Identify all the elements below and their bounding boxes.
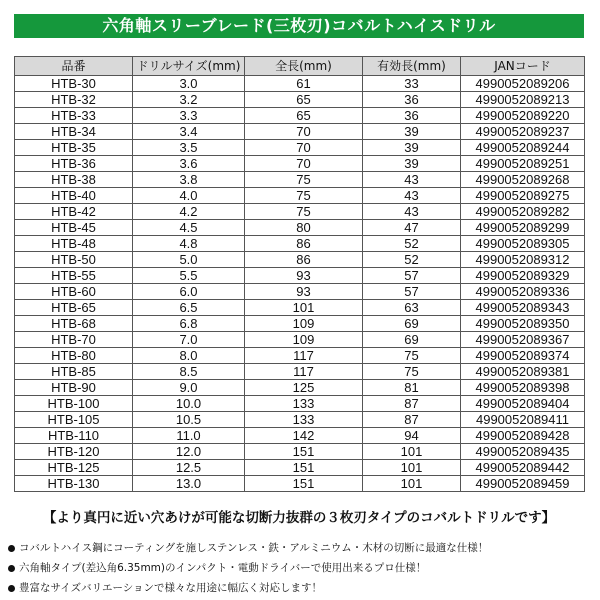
product-headline: 【より真円に近い穴あけが可能な切断力抜群の３枚刃タイプのコバルトドリルです】 xyxy=(42,510,556,526)
table-row xyxy=(15,188,585,204)
cell-effective-length: 57 xyxy=(363,284,461,300)
cell-jan-code: 4990052089275 xyxy=(461,188,585,204)
cell-jan-code: 4990052089268 xyxy=(461,172,585,188)
cell-effective-length: 52 xyxy=(363,236,461,252)
cell-part-number: HTB-80 xyxy=(15,348,133,364)
cell-jan-code: 4990052089367 xyxy=(461,332,585,348)
table-row xyxy=(15,348,585,364)
table-row xyxy=(15,476,585,492)
table-row xyxy=(15,124,585,140)
cell-part-number: HTB-38 xyxy=(15,172,133,188)
cell-jan-code: 4990052089398 xyxy=(461,380,585,396)
cell-total-length: 86 xyxy=(245,252,363,268)
cell-drill-size: 12.5 xyxy=(133,460,245,476)
cell-drill-size: 3.6 xyxy=(133,156,245,172)
cell-effective-length: 36 xyxy=(363,108,461,124)
cell-jan-code: 4990052089435 xyxy=(461,444,585,460)
cell-total-length: 75 xyxy=(245,204,363,220)
cell-part-number: HTB-85 xyxy=(15,364,133,380)
cell-jan-code: 4990052089244 xyxy=(461,140,585,156)
cell-total-length: 75 xyxy=(245,172,363,188)
column-header-part-number: 品番 xyxy=(15,57,133,76)
table-row xyxy=(15,412,585,428)
cell-effective-length: 87 xyxy=(363,412,461,428)
cell-drill-size: 3.0 xyxy=(133,76,245,92)
cell-drill-size: 6.0 xyxy=(133,284,245,300)
cell-part-number: HTB-42 xyxy=(15,204,133,220)
cell-effective-length: 36 xyxy=(363,92,461,108)
cell-part-number: HTB-120 xyxy=(15,444,133,460)
cell-drill-size: 6.8 xyxy=(133,316,245,332)
bullet-icon xyxy=(8,565,15,572)
cell-jan-code: 4990052089299 xyxy=(461,220,585,236)
cell-drill-size: 3.5 xyxy=(133,140,245,156)
cell-drill-size: 8.0 xyxy=(133,348,245,364)
cell-part-number: HTB-50 xyxy=(15,252,133,268)
cell-jan-code: 4990052089305 xyxy=(461,236,585,252)
spec-table xyxy=(14,56,585,492)
cell-drill-size: 10.5 xyxy=(133,412,245,428)
cell-part-number: HTB-32 xyxy=(15,92,133,108)
column-header-effective-length: 有効長(mm) xyxy=(363,57,461,76)
cell-jan-code: 4990052089381 xyxy=(461,364,585,380)
feature-text: 豊富なサイズバリエーションで様々な用途に幅広く対応します！ xyxy=(19,582,323,594)
table-row xyxy=(15,460,585,476)
cell-jan-code: 4990052089220 xyxy=(461,108,585,124)
cell-total-length: 133 xyxy=(245,412,363,428)
cell-jan-code: 4990052089374 xyxy=(461,348,585,364)
cell-effective-length: 101 xyxy=(363,460,461,476)
cell-effective-length: 94 xyxy=(363,428,461,444)
cell-jan-code: 4990052089350 xyxy=(461,316,585,332)
cell-effective-length: 39 xyxy=(363,156,461,172)
cell-total-length: 86 xyxy=(245,236,363,252)
cell-drill-size: 5.5 xyxy=(133,268,245,284)
table-row xyxy=(15,380,585,396)
cell-total-length: 101 xyxy=(245,300,363,316)
cell-jan-code: 4990052089411 xyxy=(461,412,585,428)
cell-total-length: 70 xyxy=(245,156,363,172)
cell-jan-code: 4990052089237 xyxy=(461,124,585,140)
cell-total-length: 117 xyxy=(245,348,363,364)
cell-part-number: HTB-100 xyxy=(15,396,133,412)
cell-total-length: 125 xyxy=(245,380,363,396)
column-header-total-length: 全長(mm) xyxy=(245,57,363,76)
cell-part-number: HTB-40 xyxy=(15,188,133,204)
cell-drill-size: 7.0 xyxy=(133,332,245,348)
feature-item xyxy=(8,538,592,558)
table-row xyxy=(15,92,585,108)
table-header-row xyxy=(15,57,585,76)
cell-effective-length: 81 xyxy=(363,380,461,396)
cell-part-number: HTB-70 xyxy=(15,332,133,348)
cell-effective-length: 43 xyxy=(363,188,461,204)
cell-part-number: HTB-60 xyxy=(15,284,133,300)
cell-total-length: 109 xyxy=(245,332,363,348)
cell-drill-size: 13.0 xyxy=(133,476,245,492)
cell-effective-length: 69 xyxy=(363,316,461,332)
cell-drill-size: 3.3 xyxy=(133,108,245,124)
cell-total-length: 142 xyxy=(245,428,363,444)
cell-effective-length: 63 xyxy=(363,300,461,316)
feature-text: 六角軸タイプ(差込角6.35mm)のインパクト・電動ドライバーで使用出来るプロ仕様！ xyxy=(19,562,427,574)
table-row xyxy=(15,364,585,380)
cell-jan-code: 4990052089428 xyxy=(461,428,585,444)
cell-drill-size: 4.5 xyxy=(133,220,245,236)
cell-part-number: HTB-90 xyxy=(15,380,133,396)
table-row xyxy=(15,108,585,124)
cell-jan-code: 4990052089343 xyxy=(461,300,585,316)
cell-jan-code: 4990052089312 xyxy=(461,252,585,268)
cell-total-length: 151 xyxy=(245,444,363,460)
table-body xyxy=(15,76,585,492)
table-row xyxy=(15,428,585,444)
cell-drill-size: 4.0 xyxy=(133,188,245,204)
cell-part-number: HTB-110 xyxy=(15,428,133,444)
cell-total-length: 70 xyxy=(245,124,363,140)
cell-part-number: HTB-35 xyxy=(15,140,133,156)
table-row xyxy=(15,268,585,284)
cell-part-number: HTB-105 xyxy=(15,412,133,428)
cell-part-number: HTB-55 xyxy=(15,268,133,284)
cell-effective-length: 39 xyxy=(363,124,461,140)
cell-total-length: 151 xyxy=(245,460,363,476)
cell-total-length: 117 xyxy=(245,364,363,380)
bullet-icon xyxy=(8,545,15,552)
cell-drill-size: 9.0 xyxy=(133,380,245,396)
cell-part-number: HTB-36 xyxy=(15,156,133,172)
feature-text: コバルトハイス鋼にコーティングを施しステンレス・鉄・アルミニウム・木材の切断に最適な仕様！ xyxy=(19,542,489,554)
cell-jan-code: 4990052089336 xyxy=(461,284,585,300)
cell-drill-size: 8.5 xyxy=(133,364,245,380)
feature-item xyxy=(8,578,592,598)
cell-drill-size: 4.8 xyxy=(133,236,245,252)
table-row xyxy=(15,172,585,188)
cell-jan-code: 4990052089282 xyxy=(461,204,585,220)
page-title: 六角軸スリーブレード(三枚刃)コバルトハイスドリル xyxy=(14,14,584,38)
cell-total-length: 61 xyxy=(245,76,363,92)
cell-total-length: 109 xyxy=(245,316,363,332)
cell-effective-length: 33 xyxy=(363,76,461,92)
cell-total-length: 75 xyxy=(245,188,363,204)
table-header xyxy=(15,57,585,76)
feature-list xyxy=(8,538,592,598)
cell-part-number: HTB-68 xyxy=(15,316,133,332)
cell-part-number: HTB-33 xyxy=(15,108,133,124)
table-row xyxy=(15,220,585,236)
cell-jan-code: 4990052089206 xyxy=(461,76,585,92)
cell-total-length: 151 xyxy=(245,476,363,492)
cell-part-number: HTB-125 xyxy=(15,460,133,476)
cell-jan-code: 4990052089442 xyxy=(461,460,585,476)
cell-part-number: HTB-130 xyxy=(15,476,133,492)
cell-part-number: HTB-65 xyxy=(15,300,133,316)
bullet-icon xyxy=(8,585,15,592)
cell-part-number: HTB-48 xyxy=(15,236,133,252)
cell-total-length: 93 xyxy=(245,268,363,284)
table-row xyxy=(15,444,585,460)
cell-effective-length: 52 xyxy=(363,252,461,268)
cell-drill-size: 4.2 xyxy=(133,204,245,220)
table-row xyxy=(15,316,585,332)
cell-effective-length: 101 xyxy=(363,444,461,460)
cell-total-length: 65 xyxy=(245,92,363,108)
cell-effective-length: 39 xyxy=(363,140,461,156)
cell-effective-length: 57 xyxy=(363,268,461,284)
table-row xyxy=(15,156,585,172)
feature-item xyxy=(8,558,592,578)
cell-effective-length: 87 xyxy=(363,396,461,412)
cell-effective-length: 43 xyxy=(363,172,461,188)
cell-drill-size: 6.5 xyxy=(133,300,245,316)
table-row xyxy=(15,236,585,252)
cell-jan-code: 4990052089404 xyxy=(461,396,585,412)
cell-drill-size: 3.4 xyxy=(133,124,245,140)
cell-drill-size: 3.2 xyxy=(133,92,245,108)
cell-jan-code: 4990052089251 xyxy=(461,156,585,172)
table-row xyxy=(15,204,585,220)
cell-total-length: 93 xyxy=(245,284,363,300)
table-row xyxy=(15,396,585,412)
table-row xyxy=(15,300,585,316)
cell-part-number: HTB-30 xyxy=(15,76,133,92)
cell-jan-code: 4990052089329 xyxy=(461,268,585,284)
cell-drill-size: 3.8 xyxy=(133,172,245,188)
table-row xyxy=(15,284,585,300)
cell-effective-length: 75 xyxy=(363,348,461,364)
cell-effective-length: 43 xyxy=(363,204,461,220)
column-header-jan-code: JANコード xyxy=(461,57,585,76)
cell-drill-size: 10.0 xyxy=(133,396,245,412)
cell-total-length: 133 xyxy=(245,396,363,412)
cell-effective-length: 101 xyxy=(363,476,461,492)
cell-part-number: HTB-45 xyxy=(15,220,133,236)
cell-total-length: 65 xyxy=(245,108,363,124)
cell-jan-code: 4990052089459 xyxy=(461,476,585,492)
cell-jan-code: 4990052089213 xyxy=(461,92,585,108)
cell-effective-length: 47 xyxy=(363,220,461,236)
cell-effective-length: 75 xyxy=(363,364,461,380)
table-row xyxy=(15,76,585,92)
cell-part-number: HTB-34 xyxy=(15,124,133,140)
cell-drill-size: 5.0 xyxy=(133,252,245,268)
table-row xyxy=(15,332,585,348)
cell-drill-size: 11.0 xyxy=(133,428,245,444)
column-header-drill-size: ドリルサイズ(mm) xyxy=(133,57,245,76)
cell-total-length: 70 xyxy=(245,140,363,156)
table-row xyxy=(15,252,585,268)
cell-total-length: 80 xyxy=(245,220,363,236)
cell-drill-size: 12.0 xyxy=(133,444,245,460)
table-row xyxy=(15,140,585,156)
cell-effective-length: 69 xyxy=(363,332,461,348)
